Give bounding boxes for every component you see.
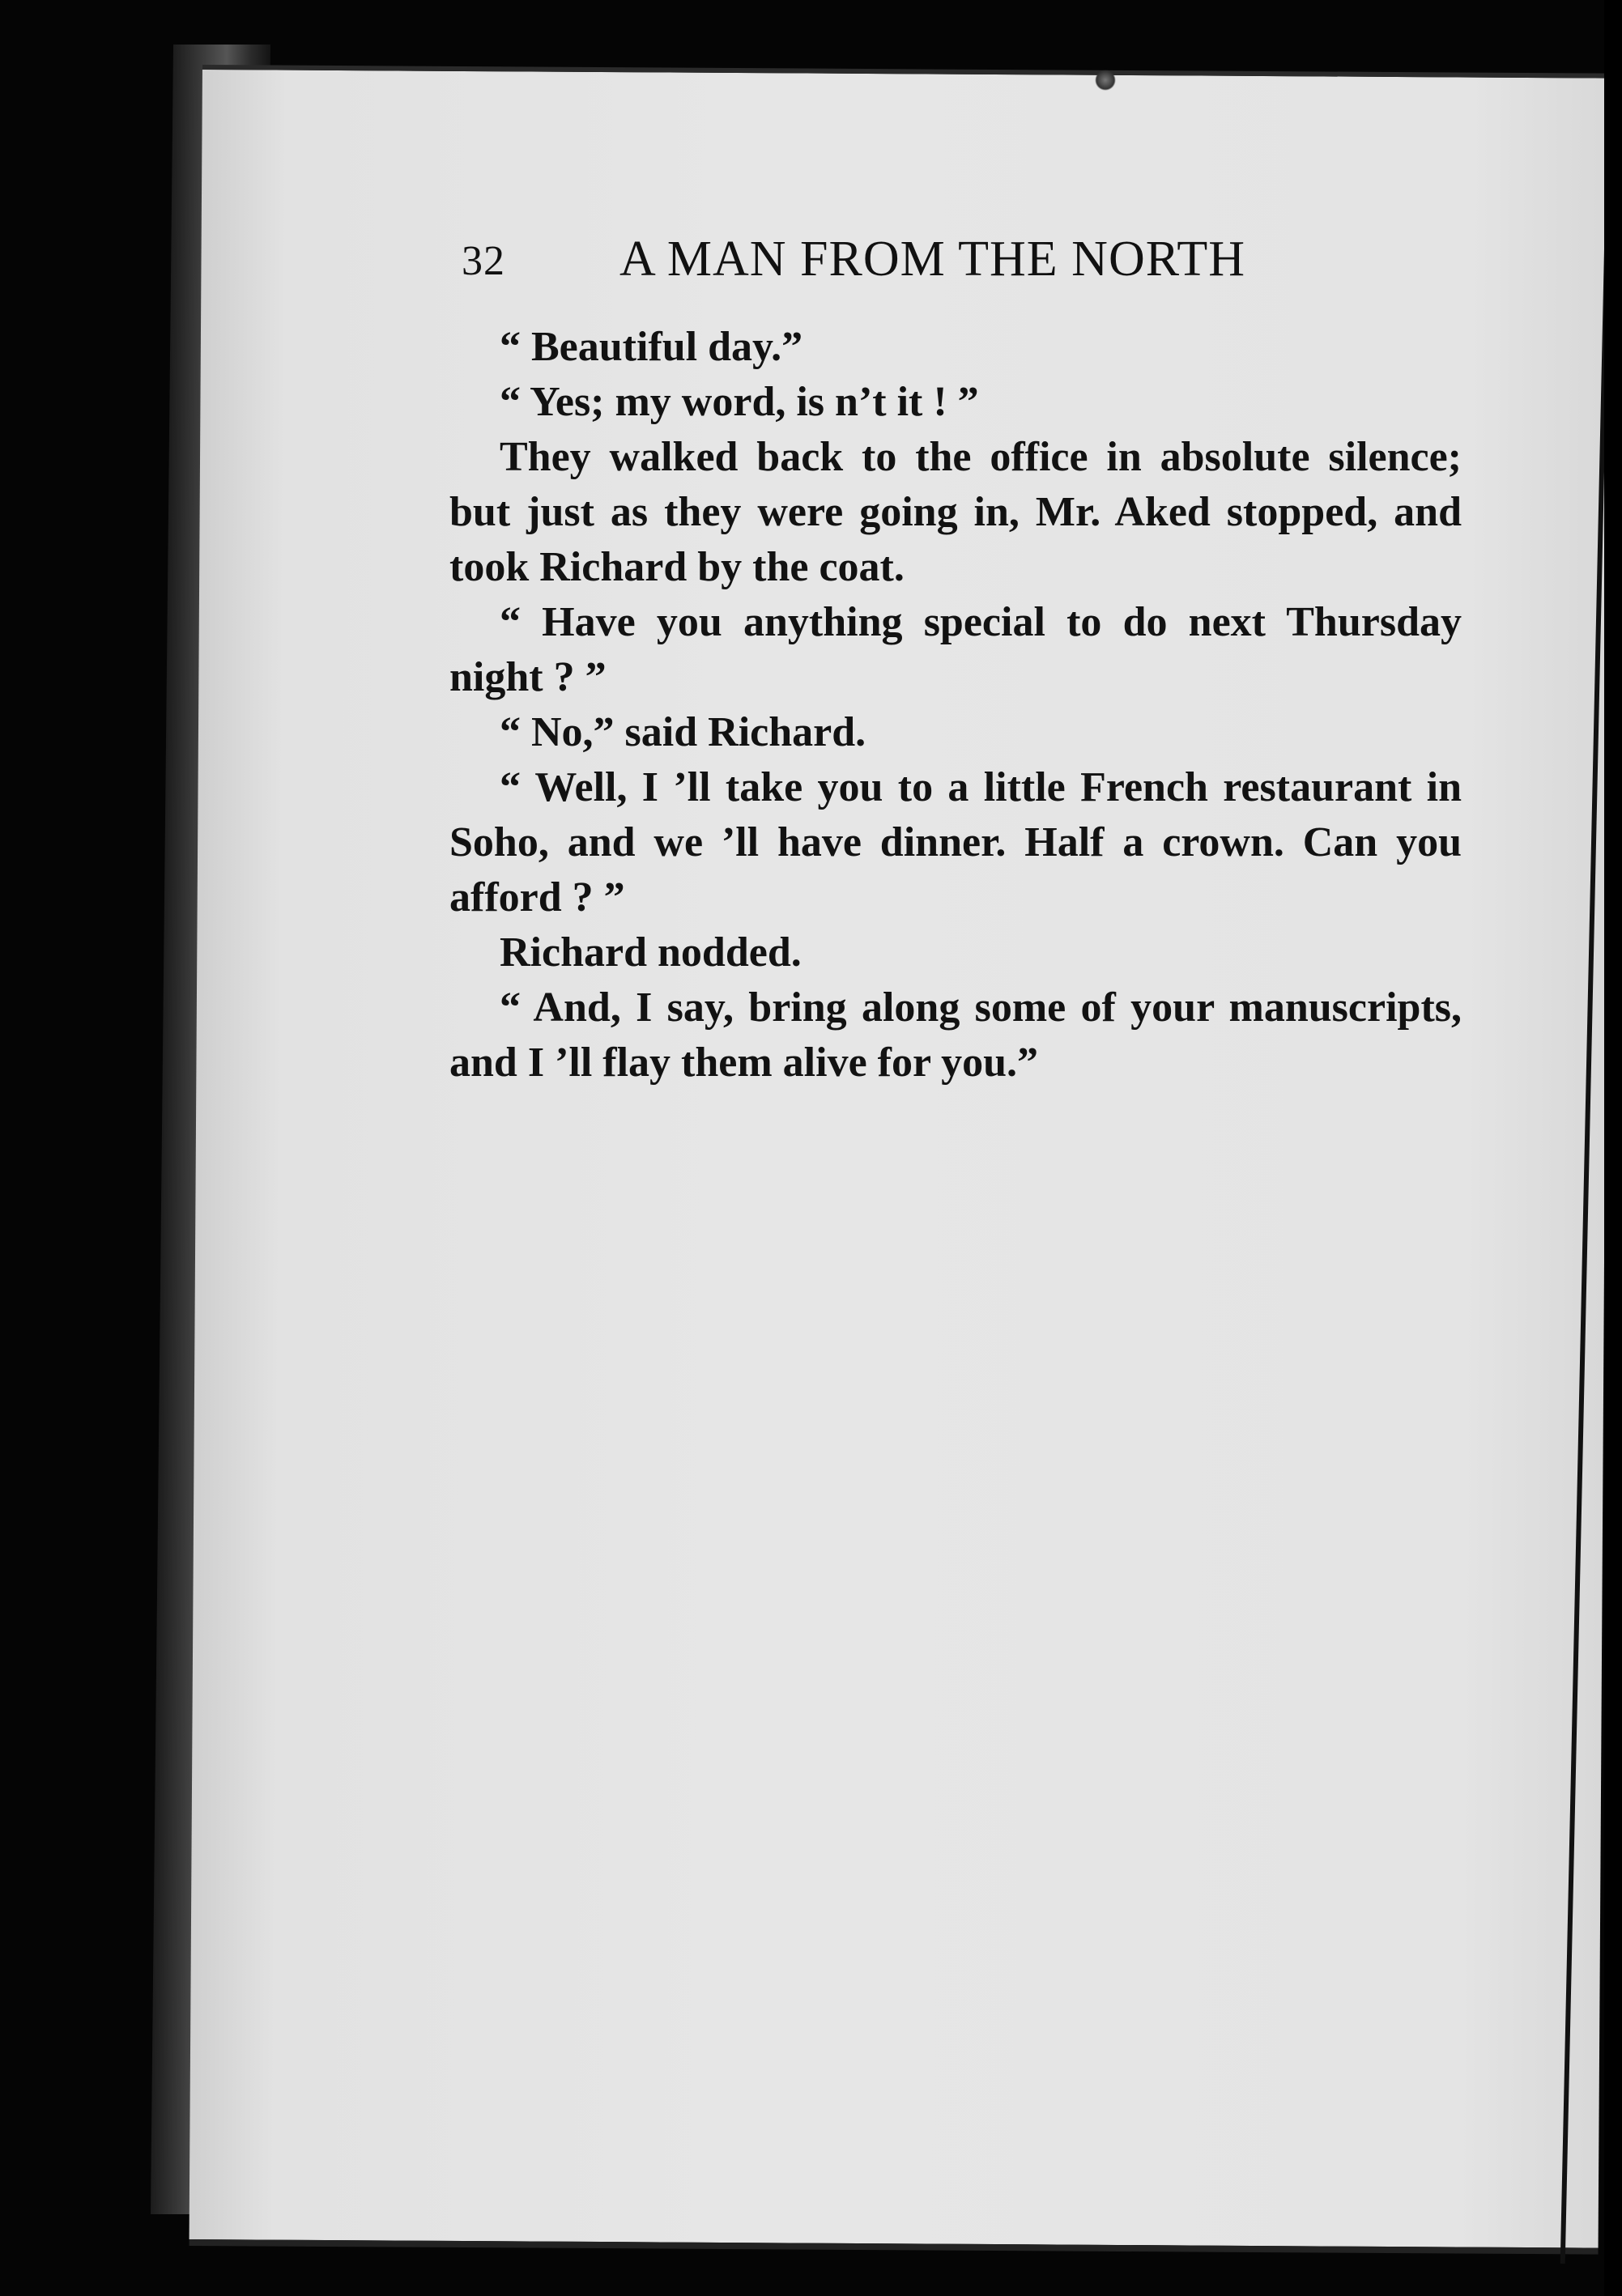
paragraph: “ No,” said Richard. <box>500 709 866 755</box>
paragraph: Richard nodded. <box>500 929 802 976</box>
scan-speck <box>1095 70 1116 91</box>
scan-border <box>1604 0 1622 2296</box>
paragraph: They walked back to the office in absolute silence; but just as they were going in, Mr. Aked stopped, and took Richard by the coat. <box>449 434 1462 590</box>
paragraph: “ And, I say, bring along some of your manuscripts, and I ’ll flay them alive for you.” <box>449 984 1462 1086</box>
running-head <box>462 231 1401 296</box>
paragraph: “ Well, I ’ll take you to a little French restaurant in Soho, and we ’ll have dinner. Half a crown. Can you afford ? ” <box>449 764 1462 921</box>
paragraph: “ Yes; my word, is n’t it ! ” <box>500 379 979 425</box>
book-title: A MAN FROM THE NORTH <box>619 232 1245 287</box>
paragraph: “ Beautiful day.” <box>500 324 803 370</box>
paragraph: “ Have you anything special to do next Thursday night ? ” <box>449 599 1462 700</box>
body-text <box>449 320 1462 1091</box>
page-number: 32 <box>462 238 505 284</box>
